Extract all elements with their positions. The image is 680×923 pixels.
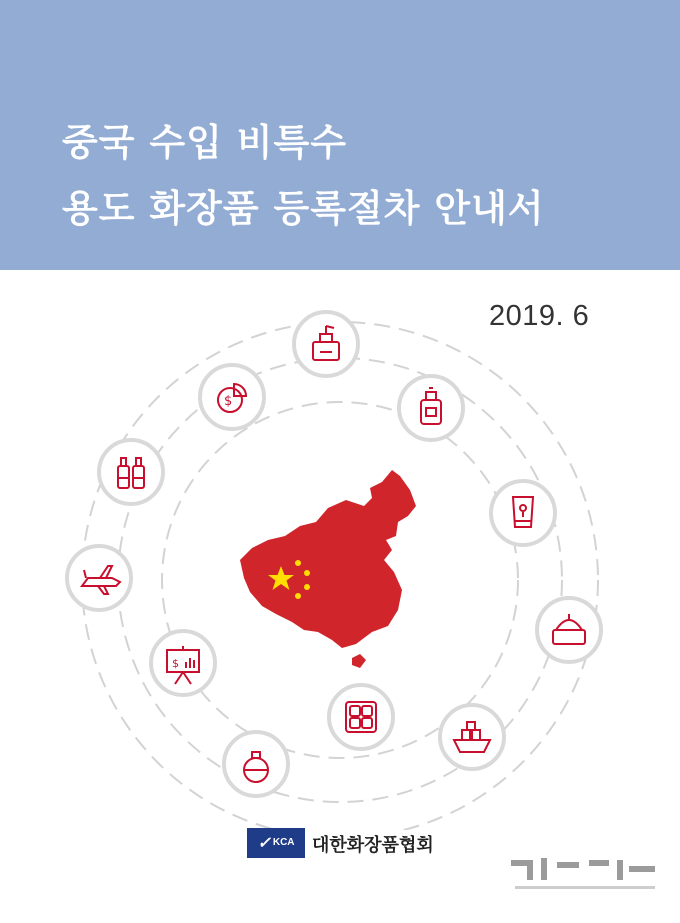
china-map xyxy=(240,470,416,668)
document-title-line-1: 중국 수입 비특수 xyxy=(62,121,347,164)
svg-text:$: $ xyxy=(172,657,179,670)
publisher-name: 대한화장품협회 xyxy=(312,835,434,856)
svg-text:$: $ xyxy=(224,394,233,409)
perfume-bottle-icon xyxy=(399,376,463,440)
sales-chart-board-icon xyxy=(151,631,215,695)
publication-date: 2019. 6 xyxy=(489,300,590,332)
dollar-pie-chart-icon xyxy=(200,365,264,429)
airplane-icon xyxy=(67,546,131,610)
header-band xyxy=(0,0,680,270)
china-mainland xyxy=(240,470,416,648)
kca-logo-mark: ✓ xyxy=(257,835,271,852)
watermark-logo xyxy=(505,852,665,902)
cosmetic-jar-icon xyxy=(294,312,358,376)
kca-logo xyxy=(247,828,305,858)
sunscreen-tube-icon xyxy=(491,481,555,545)
document-title-line-2: 용도 화장품 등록절차 안내서 xyxy=(62,187,545,230)
cream-jar-icon xyxy=(537,598,601,662)
packaged-goods-icon xyxy=(329,685,393,749)
kca-logo-text: KCA xyxy=(272,837,295,848)
cover-illustration xyxy=(0,270,680,830)
bottles-icon xyxy=(99,440,163,504)
round-perfume-icon xyxy=(224,732,288,796)
hainan-island xyxy=(352,654,366,668)
cargo-ship-icon xyxy=(440,705,504,769)
